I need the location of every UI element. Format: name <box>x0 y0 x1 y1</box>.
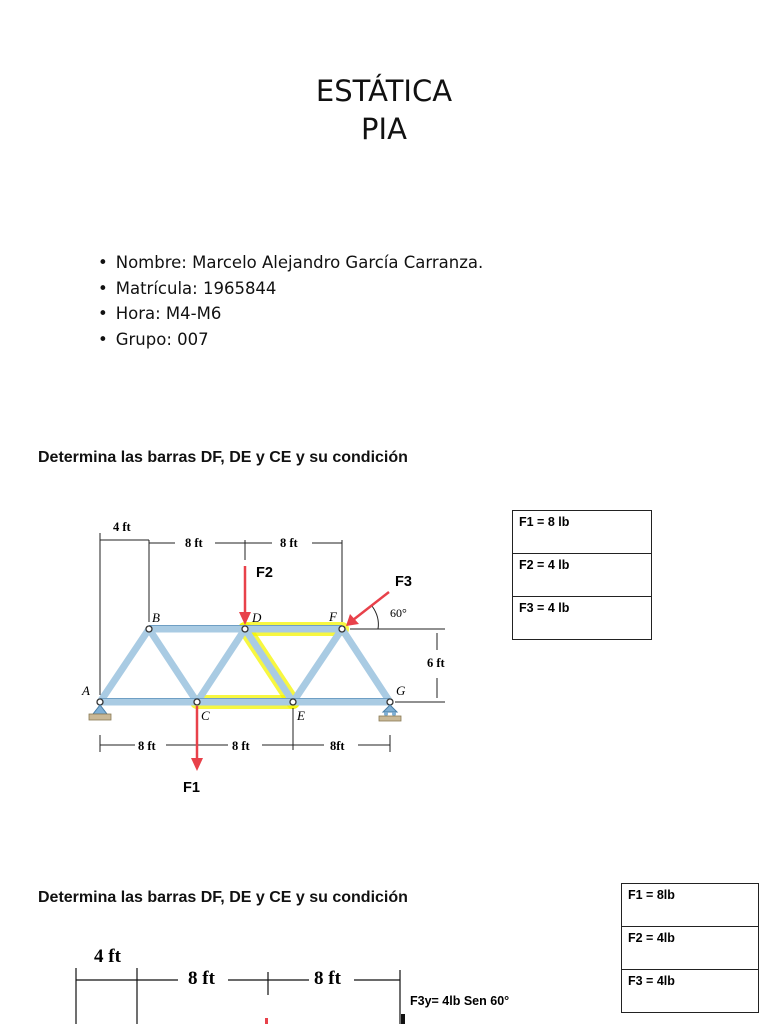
force2-cell-f1: F1 = 8lb <box>622 884 759 927</box>
force-cell-f3: F3 = 4 lb <box>513 597 652 640</box>
node-label-d: D <box>252 610 262 625</box>
load-f2-arrow-2 <box>265 1018 268 1024</box>
dimension-lines-2 <box>76 968 400 1024</box>
info-hora: • Hora: M4-M6 <box>98 301 483 327</box>
node-label-g: G <box>396 683 406 698</box>
node-label-b: B <box>152 610 160 625</box>
dim-bottom-8ft-2: 8 ft <box>232 739 250 753</box>
dim2-top-8ft-2: 8 ft <box>314 968 341 989</box>
load-f1-label: F1 <box>183 780 200 796</box>
dim2-top-4ft: 4 ft <box>94 946 121 967</box>
force2-cell-f2: F2 = 4lb <box>622 927 759 970</box>
dim2-top-8ft-1: 8 ft <box>188 968 215 989</box>
problem-1-heading: Determina las barras DF, DE y CE y su condición <box>38 449 408 466</box>
node-label-e: E <box>297 708 305 723</box>
force-cell-f1: F1 = 8 lb <box>513 511 652 554</box>
problem-2-heading: Determina las barras DF, DE y CE y su condición <box>38 889 408 906</box>
node-label-c: C <box>201 708 210 723</box>
load-f3-label: F3 <box>395 574 412 590</box>
title-line-1: ESTÁTICA <box>315 74 453 108</box>
dim-height-6ft: 6 ft <box>427 656 445 670</box>
node-label-a: A <box>82 683 90 698</box>
load-marker-2 <box>401 1014 405 1024</box>
f3y-note: F3y= 4lb Sen 60° <box>410 994 510 1008</box>
dim-bottom-8ft-3: 8ft <box>330 739 345 753</box>
dim-top-4ft: 4 ft <box>113 520 131 534</box>
force-cell-f2: F2 = 4 lb <box>513 554 652 597</box>
node-label-f: F <box>329 609 337 624</box>
info-name: • Nombre: Marcelo Alejandro García Carranza. <box>98 250 483 276</box>
title-line-2: PIA <box>361 112 407 146</box>
info-matricula: • Matrícula: 1965844 <box>98 276 483 302</box>
dim-top-8ft-2: 8 ft <box>280 536 298 550</box>
angle-label: 60° <box>390 606 407 620</box>
dim-top-8ft-1: 8 ft <box>185 536 203 550</box>
force2-cell-f3: F3 = 4lb <box>622 970 759 1013</box>
info-grupo: • Grupo: 007 <box>98 327 483 353</box>
dim-bottom-8ft-1: 8 ft <box>138 739 156 753</box>
load-f2-label: F2 <box>256 565 273 581</box>
